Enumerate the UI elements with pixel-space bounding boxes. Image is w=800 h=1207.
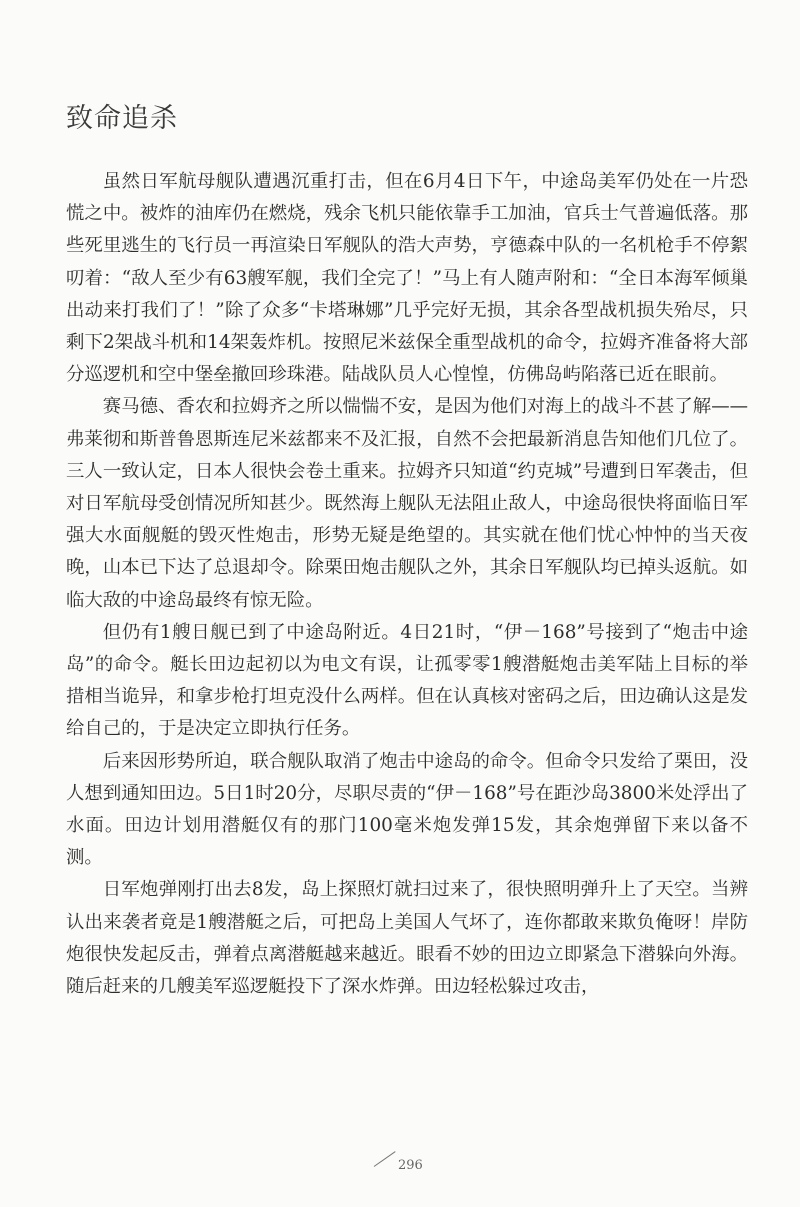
paragraph: 但仍有1艘日舰已到了中途岛附近。4日21时，“伊－168”号接到了“炮击中途岛”的命令。艇长田边起初以为电文有误，让孤零零1艘潜艇炮击美军陆上目标的举措相当诡异，和拿步枪打坦克没什么两样。但在认真核对密码之后，田边确认这是发给自己的，于是决定立即执行任务。	[66, 621, 748, 740]
page-number-value: 296	[398, 1158, 423, 1173]
page-number-slash	[374, 1151, 396, 1167]
paragraph: 虽然日军航母舰队遭遇沉重打击，但在6月4日下午，中途岛美军仍处在一片恐慌之中。被炸的油库仍在燃烧，残余飞机只能依靠手工加油，官兵士气普遍低落。那些死里逃生的飞行员一再渲染日军舰队的浩大声势，亨德森中队的一名机枪手不停絮叨着：“敌人至少有63艘军舰，我们全完了！”马上有人随声附和：“全日本海军倾巢出动来打我们了！”除了众多“卡塔琳娜”几乎完好无损，其余各型战机损失殆尽，只剩下2架战斗机和14架轰炸机。按照尼米兹保全重型战机的命令，拉姆齐准备将大部分巡逻机和空中堡垒撤回珍珠港。陆战队员人心惶惶，仿佛岛屿陷落已近在眼前。	[66, 171, 748, 386]
page-number	[374, 1156, 434, 1182]
chapter-title: 致命追杀	[66, 103, 178, 134]
paragraph: 日军炮弹刚打出去8发，岛上探照灯就扫过来了，很快照明弹升上了天空。当辨认出来袭者竟是1艘潜艇之后，可把岛上美国人气坏了，连你都敢来欺负俺呀！岸防炮很快发起反击，弹着点离潜艇越来越近。眼看不妙的田边立即紧急下潜躲向外海。随后赶来的几艘美军巡逻艇投下了深水炸弹。田边轻松躲过攻击，	[66, 879, 748, 998]
paragraph: 赛马德、香农和拉姆齐之所以惴惴不安，是因为他们对海上的战斗不甚了解——弗莱彻和斯普鲁恩斯连尼米兹都来不及汇报，自然不会把最新消息告知他们几位了。三人一致认定，日本人很快会卷土重来。拉姆齐只知道“约克城”号遭到日军袭击，但对日军航母受创情况所知甚少。既然海上舰队无法阻止敌人，中途岛很快将面临日军强大水面舰艇的毁灭性炮击，形势无疑是绝望的。其实就在他们忧心忡忡的当天夜晚，山本已下达了总退却令。除栗田炮击舰队之外，其余日军舰队均已掉头返航。如临大敌的中途岛最终有惊无险。	[66, 396, 748, 611]
paragraph: 后来因形势所迫，联合舰队取消了炮击中途岛的命令。但命令只发给了栗田，没人想到通知田边。5日1时20分，尽职尽责的“伊－168”号在距沙岛3800米处浮出了水面。田边计划用潜艇仅有的那门100毫米炮发弹15发，其余炮弹留下来以备不测。	[66, 750, 748, 869]
body-text	[66, 166, 748, 1003]
